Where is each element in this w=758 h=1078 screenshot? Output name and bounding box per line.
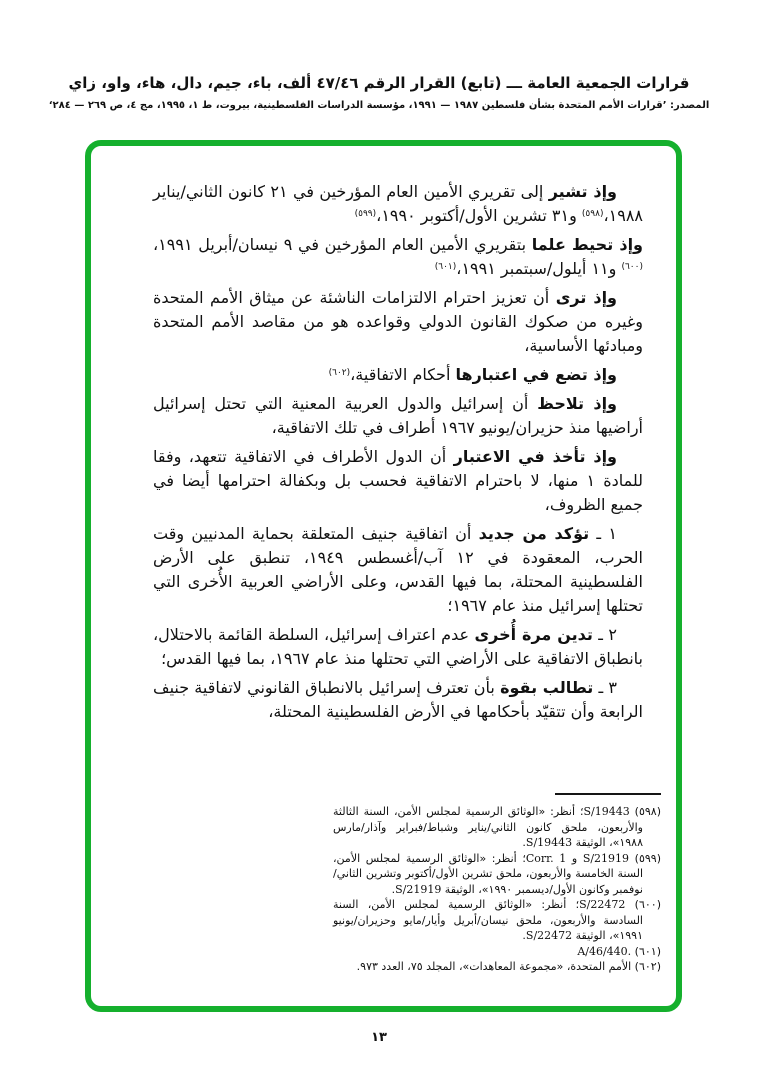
body-paragraph	[153, 286, 643, 358]
footnote-ref: (٥٩٩)	[354, 209, 377, 219]
text-run: وإذ تحيط علما	[531, 235, 644, 254]
footnote-item	[333, 897, 661, 944]
body-paragraph	[153, 392, 643, 440]
text-run: S/19443	[583, 805, 630, 818]
text-run: ٢ ـ	[592, 625, 618, 644]
text-run: S/22472	[525, 929, 573, 942]
text-run: أن تعزيز احترام الالتزامات الناشئة عن ميثاق الأمم المتحدة وغيره من صكوك القانون الدولي وقواعده هو من مقاصد الأمم المتحدة ومبادئها الأساسية،	[153, 288, 643, 355]
text-run: وإذ تأخذ في الاعتبار	[453, 447, 617, 466]
text-run: تؤكد من جديد	[478, 524, 590, 543]
text-run: .	[522, 929, 526, 942]
green-border-frame	[85, 140, 682, 1012]
text-run: أن الدول الأطراف في الاتفاقية تتعهد، وفقا للمادة ١ منها، لا باحترام الاتفاقية فحسب بل وبكفالة احترامها أيضا في جميع الظروف،	[153, 447, 643, 514]
body-paragraph	[153, 363, 643, 387]
text-run: وإذ تلاحظ	[537, 394, 618, 413]
text-run: تدين مرة أُخرى	[474, 625, 593, 644]
text-run: أن إسرائيل والدول العربية المعنية التي تحتل إسرائيل أراضيها منذ حزيران/يونيو ١٩٦٧ أطراف في تلك الاتفاقية،	[153, 394, 643, 437]
text-run: ٣ ـ	[593, 678, 617, 697]
body-paragraph	[153, 233, 643, 281]
text-run: (٥٩٨)	[629, 805, 661, 818]
footnote-ref: (٦٠٢)	[328, 368, 351, 378]
page-header-title: قرارات الجمعية العامة ـــ (تابع) القرار الرقم ٤٧/٤٦ ألف، باء، جيم، دال، هاء، واو، زاي	[68, 74, 690, 92]
text-run: ؛ أنظر: «الوثائق الرسمية لمجلس الأمن، السنة السادسة والأربعون، ملحق نيسان/أبريل وأيار/مايو وحزيران/يونيو ١٩٩١»، الوثيقة	[333, 898, 643, 942]
footnote-item	[333, 959, 661, 975]
text-run: وإذ ترى	[555, 288, 617, 307]
text-run: (٦٠١)	[631, 944, 661, 958]
text-run: و١١ أيلول/سبتمبر ١٩٩١،	[456, 259, 622, 278]
footnote-item	[333, 851, 661, 898]
footnote-ref: (٥٩٨)	[581, 209, 604, 219]
text-run: ؛ أنظر: «الوثائق الرسمية لمجلس الأمن، السنة الثالثة والأربعون، ملحق كانون الثاني/يناير وشباط/فبراير وآذار/مارس ١٩٨٨»، الوثيقة	[333, 805, 643, 849]
text-run: S/21919	[582, 851, 630, 865]
text-run: و٣١ تشرين الأول/أكتوبر ١٩٩٠،	[376, 206, 582, 225]
text-run: A/46/440.	[577, 944, 632, 958]
page-header	[0, 74, 758, 111]
footnote-separator	[555, 793, 661, 795]
footnote-ref: (٦٠١)	[434, 262, 457, 272]
text-run: و	[566, 851, 583, 865]
text-run: تطالب بقوة	[500, 678, 594, 697]
text-run: أحكام الاتفاقية،	[350, 365, 456, 384]
text-run: Corr. 1	[525, 851, 567, 865]
text-run: ؛ أنظر: «الوثائق الرسمية لمجلس الأمن، السنة الخامسة والأربعون، ملحق تشرين الأول/أكتوبر وتشرين الثاني/نوفمبر وكانون الأول/ديسمبر ١٩٩٠»، الوثيقة	[333, 851, 643, 896]
page-number: ١٣	[371, 1030, 387, 1045]
body-paragraph	[153, 522, 643, 618]
footnote-item	[333, 804, 661, 851]
text-run: وإذ تضع في اعتبارها	[455, 365, 617, 384]
body-paragraph	[153, 623, 643, 671]
text-run: أن اتفاقية جنيف المتعلقة بحماية المدنيين وقت الحرب، المعقودة في ١٢ آب/أغسطس ١٩٤٩، تنطبق على الأرض الفلسطينية المحتلة، بما فيها القدس، وعلى الأراضي العربية الأُخرى التي تحتلها إسرائيل منذ عام ١٩٦٧؛	[153, 524, 643, 615]
footnote-list	[333, 804, 661, 975]
text-run: بتقريري الأمين العام المؤرخين في ٩ نيسان/أبريل ١٩٩١،	[153, 235, 532, 254]
resolution-body	[153, 180, 643, 729]
text-run: .	[391, 882, 396, 896]
text-run: S/22472	[579, 898, 626, 911]
text-run: بأن تعترف إسرائيل بالانطباق القانوني لاتفاقية جنيف الرابعة وأن تتقيّد بأحكامها في الأرض الفلسطينية المحتلة،	[153, 678, 643, 721]
text-run: S/19443	[525, 836, 573, 849]
body-paragraph	[153, 445, 643, 517]
body-paragraph	[153, 676, 643, 724]
text-run: عدم اعتراف إسرائيل، السلطة القائمة بالاحتلال، بانطباق الاتفاقية على الأراضي التي تحتلها منذ عام ١٩٦٧، بما فيها القدس؛	[153, 625, 643, 668]
footnotes	[333, 793, 661, 975]
text-run: (٦٠٠)	[625, 898, 661, 911]
footnote-item	[333, 944, 661, 960]
text-run: (٦٠٢) الأمم المتحدة، «مجموعة المعاهدات»، المجلد ٧٥، العدد ٩٧٣.	[356, 960, 661, 973]
footnote-ref: (٦٠٠)	[621, 262, 643, 272]
body-paragraph	[153, 180, 643, 228]
text-run: إلى تقريري الأمين العام المؤرخين في ٢١ كانون الثاني/يناير ١٩٨٨،	[153, 182, 643, 225]
text-run: ١ ـ	[589, 524, 618, 543]
text-run: وإذ تشير	[548, 182, 618, 201]
text-run: S/21919	[395, 882, 442, 896]
text-run: .	[522, 836, 526, 849]
text-run: (٥٩٩)	[629, 851, 661, 865]
source-line: المصدر: ’قرارات الأمم المتحدة بشأن فلسطين ١٩٨٧ — ١٩٩١، مؤسسة الدراسات الفلسطينية، بيروت، ط ١، ١٩٩٥، مج ٤، ص ٢٦٩ — ٢٨٤‘	[48, 100, 710, 111]
